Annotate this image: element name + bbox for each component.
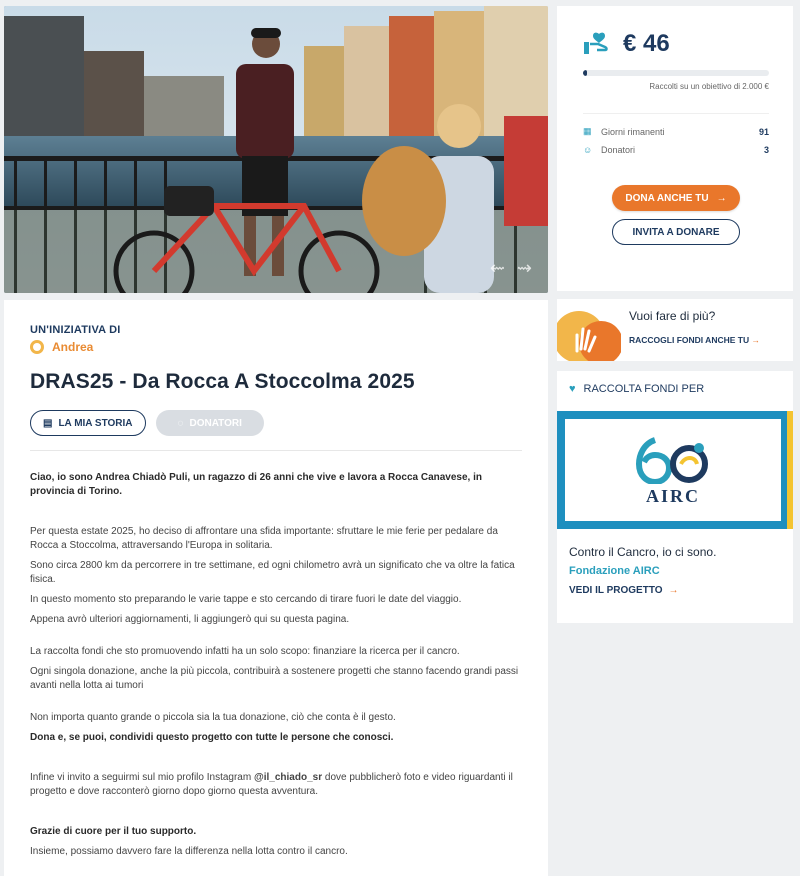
view-project-link[interactable]: VEDI IL PROGETTO →: [569, 585, 679, 596]
avatar-icon: [30, 340, 44, 354]
story-body: [30, 471, 522, 859]
cause-org[interactable]: Fondazione AIRC: [569, 565, 660, 577]
tab-donors-label: DONATORI: [189, 417, 242, 429]
cause-title: Contro il Cancro, io ci sono.: [569, 545, 717, 559]
raised-hand-icon: [557, 299, 621, 361]
airc-wordmark: AIRC: [645, 485, 700, 506]
author: [30, 340, 522, 354]
story-closing: Insieme, possiamo davvero fare la differenza nella lotta contro il cancro.: [30, 846, 348, 857]
cause-header: RACCOLTA FONDI PER: [583, 383, 705, 395]
story-paragraph-instagram: Infine vi invito a seguirmi sul mio profilo Instagram @il_chiado_sr dove pubblicherò foto e video riguardanti il progetto e dove racconterò giorno dopo giorno questa avventura.: [30, 772, 513, 797]
arrow-right-icon: →: [716, 192, 727, 204]
story-paragraph: La raccolta fondi che sto promuovendo infatti ha un solo scopo: finanziare la ricerca per il cancro.: [30, 646, 460, 657]
promo-link[interactable]: RACCOGLI FONDI ANCHE TU →: [629, 335, 760, 345]
stat-days-left: ▦ Giorni rimanenti 91: [583, 126, 769, 137]
progress-fill: [583, 70, 587, 76]
tab-donors[interactable]: [156, 410, 264, 436]
story-paragraph: Ogni singola donazione, anche la più piccola, contribuirà a sostenere progetti che stanno facendo grandi passi avanti nella lotta ai tumori: [30, 666, 519, 691]
donation-hand-icon: [583, 32, 611, 56]
story-card: [4, 300, 548, 876]
story-paragraph: Non importa quanto grande o piccola sia la tua donazione, ciò che conta è il gesto.: [30, 712, 396, 723]
carousel-next-icon[interactable]: ⇝: [516, 258, 532, 279]
fundraise-promo-card[interactable]: [557, 299, 793, 361]
progress-bar: [583, 70, 769, 76]
initiative-label: UN'INIZIATIVA DI: [30, 324, 121, 336]
hero-illustration: [4, 6, 548, 293]
author-name[interactable]: Andrea: [52, 340, 94, 354]
story-tabs: [30, 410, 522, 451]
story-thanks: Grazie di cuore per il tuo supporto.: [30, 826, 197, 837]
story-paragraph: In questo momento sto preparando le varie tappe e sto cercando di tirare fuori le date del viaggio.: [30, 594, 462, 605]
donation-card: [557, 6, 793, 291]
arrow-right-icon: →: [751, 335, 760, 345]
airc-logo[interactable]: [557, 411, 793, 529]
invite-button[interactable]: INVITA A DONARE: [612, 219, 740, 245]
calendar-icon: ▦: [583, 126, 592, 136]
hero-photo: [4, 6, 548, 293]
story-paragraph-bold: Dona e, se puoi, condividi questo progetto con tutte le persone che conosci.: [30, 732, 394, 743]
amount-raised: € 46: [623, 30, 670, 57]
instagram-handle[interactable]: @il_chiado_sr: [253, 772, 323, 783]
carousel-prev-icon[interactable]: ⇜: [489, 258, 505, 279]
tab-my-story-label: LA MIA STORIA: [58, 417, 133, 429]
goal-text: Raccolti su un obiettivo di 2.000 €: [649, 82, 769, 91]
story-intro: Ciao, io sono Andrea Chiadò Puli, un ragazzo di 26 anni che vive e lavora a Rocca Canavese, in provincia di Torino.: [30, 472, 482, 497]
airc-60-emblem: [633, 434, 713, 484]
story-paragraph: Appena avrò ulteriori aggiornamenti, li aggiungerò qui su questa pagina.: [30, 614, 350, 625]
donor-icon: ◌: [177, 417, 184, 429]
stats: [583, 113, 769, 155]
page-title: DRAS25 - Da Rocca A Stoccolma 2025: [30, 370, 415, 393]
cause-card: [557, 371, 793, 623]
story-paragraph: Per questa estate 2025, ho deciso di affrontare una sfida importante: sfruttare le mie ferie per pedalare da Rocca a Stoccolma, attraversando l'Europa in solitaria.: [30, 526, 498, 551]
donation-hand-icon: ♥: [569, 383, 576, 395]
stat-donors: ☺ Donatori 3: [583, 145, 769, 155]
user-icon: ☺: [583, 145, 593, 155]
arrow-right-icon: →: [668, 585, 679, 596]
promo-title: Vuoi fare di più?: [629, 309, 716, 323]
donate-button[interactable]: DONA ANCHE TU →: [612, 185, 740, 211]
story-paragraph: Sono circa 2800 km da percorrere in tre settimane, ed ogni chilometro avrà un significato che va oltre la fatica fisica.: [30, 560, 515, 585]
tab-my-story[interactable]: [30, 410, 146, 436]
document-icon: ▤: [43, 417, 53, 429]
